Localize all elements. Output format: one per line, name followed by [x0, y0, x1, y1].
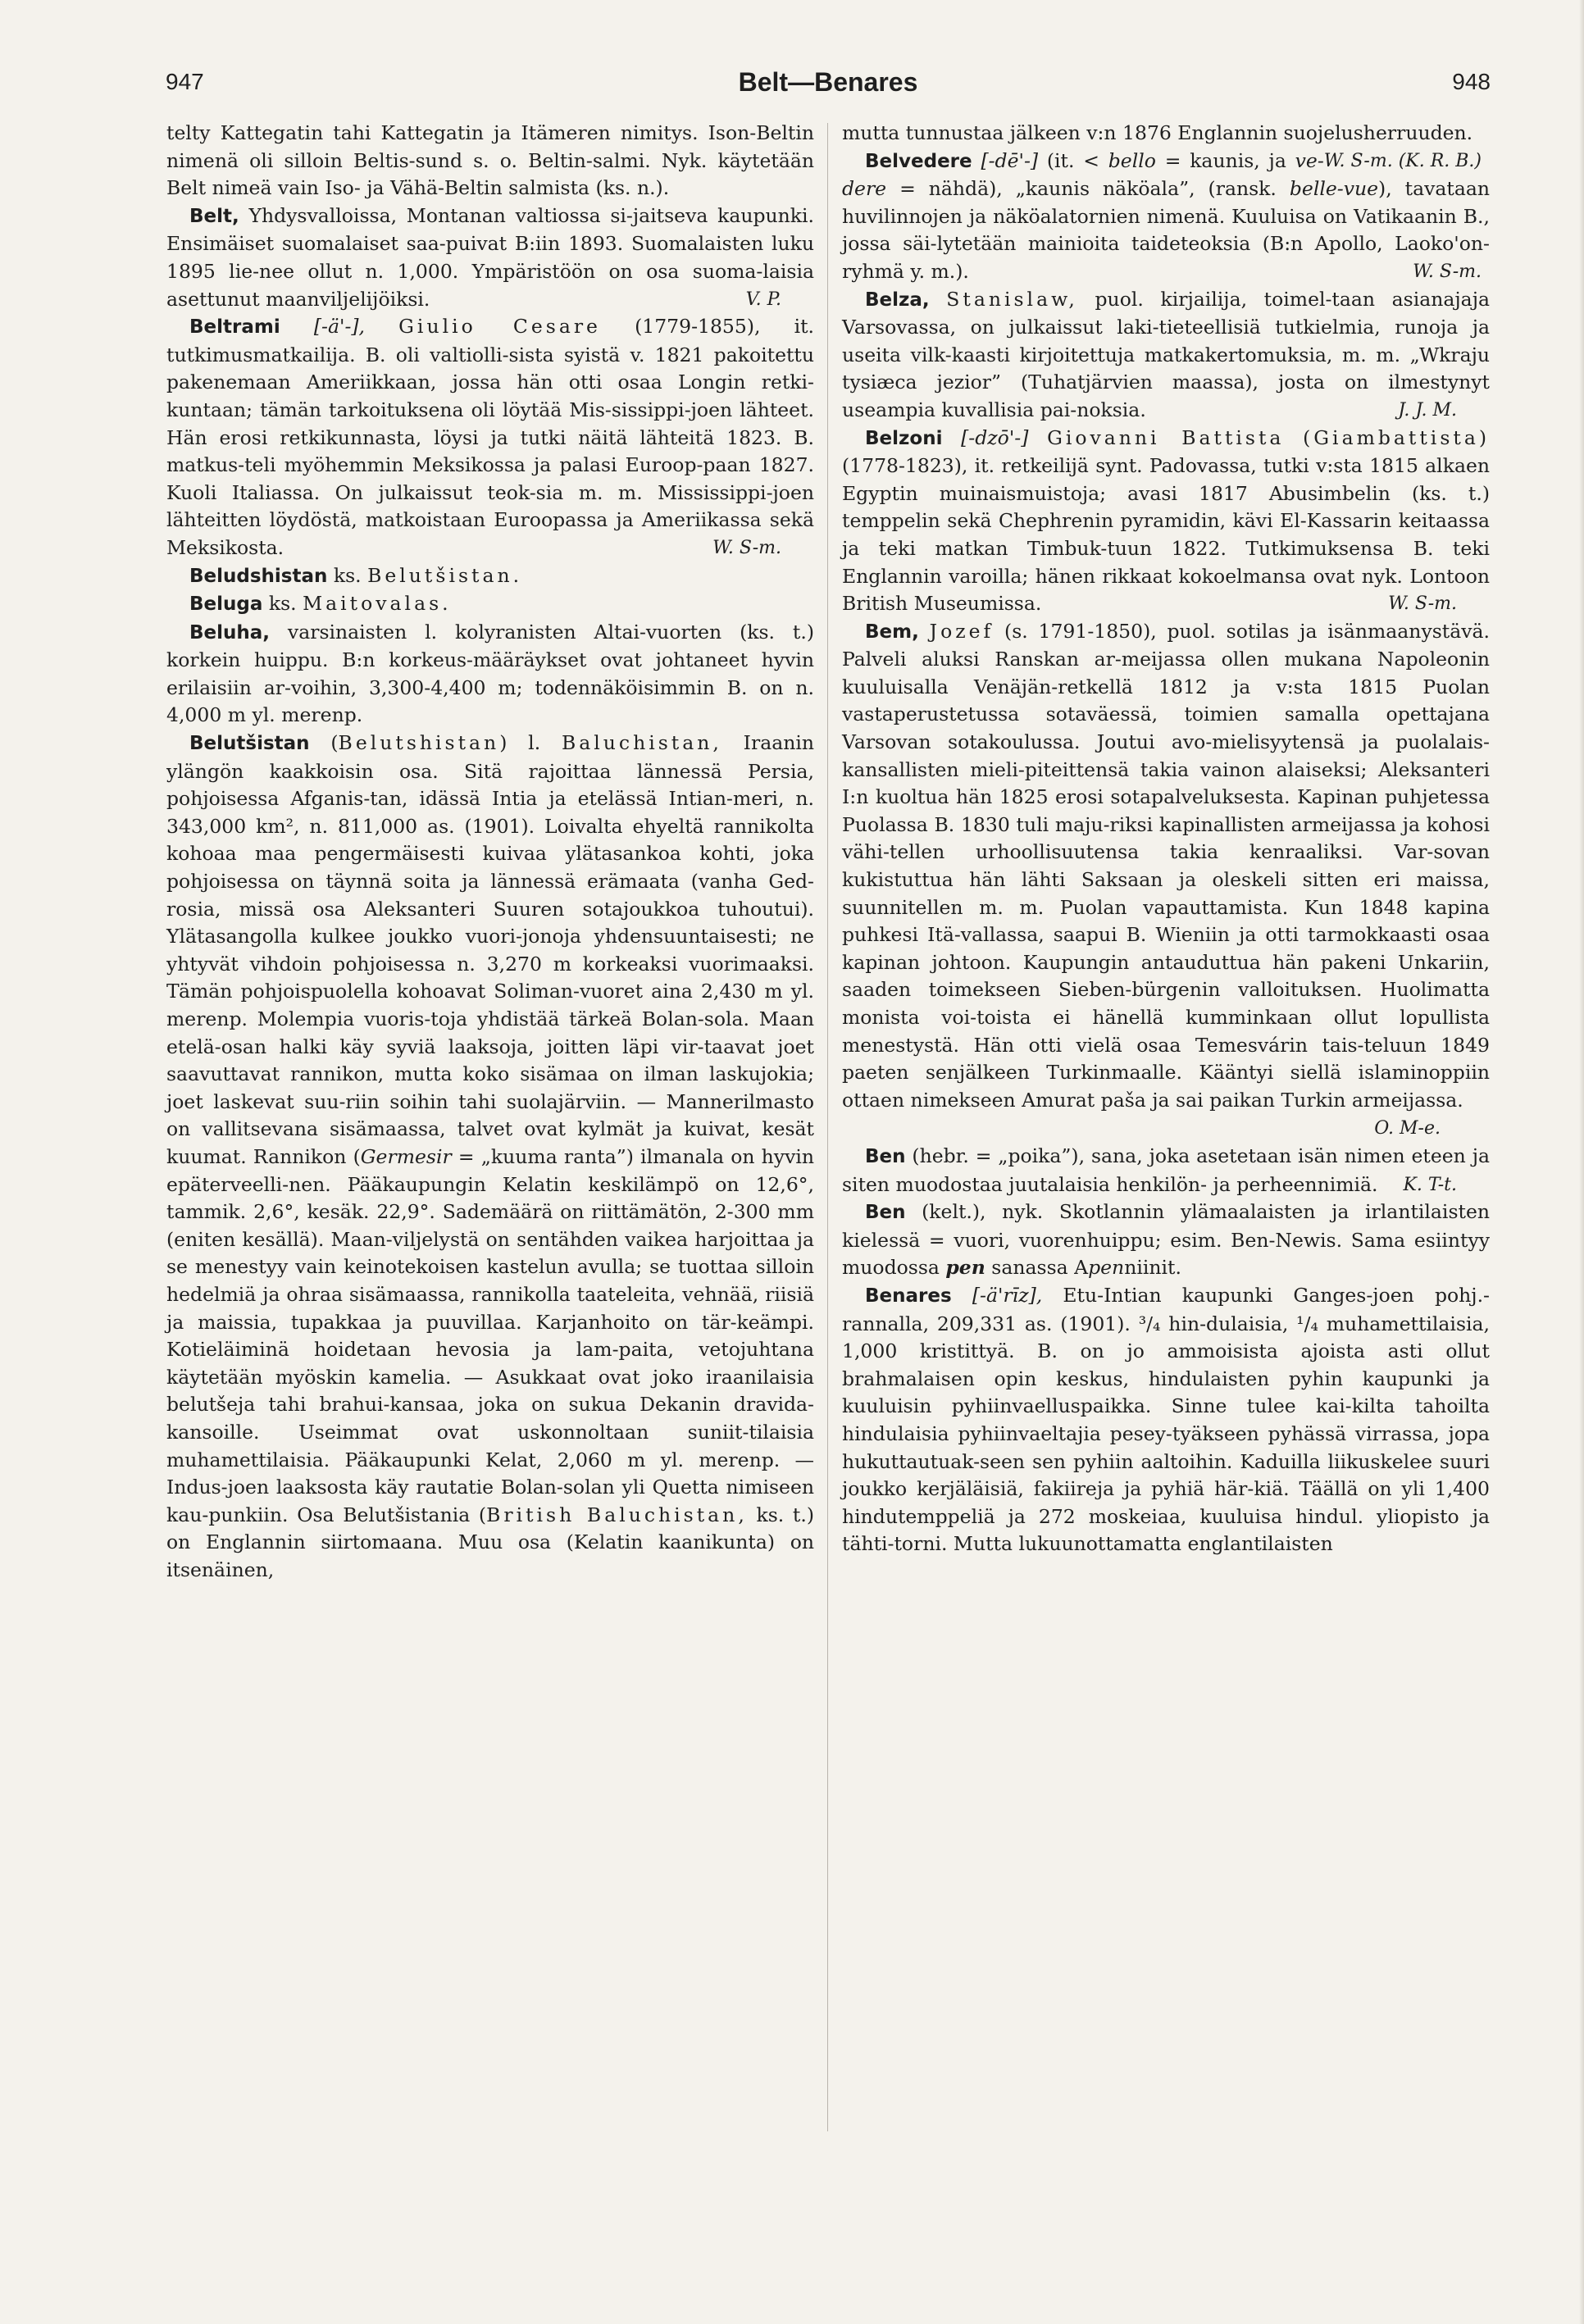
- signature-line: [842, 1114, 1490, 1143]
- entry-belza: Belza, Stanislaw, puol. kirjailija, toimel-taan asianajaja Varsovassa, on julkaissut laki-tieteellisiä tutkielmia, runoja ja useita vilk-kaasti kirjoitettuja matkakertomuksia, m. m. „Wkraju tysiæca jezior” (Tuhatjärvien maassa), josta on ilmestynyt useampia kuvallisia pai-noksia. J. J. M.: [842, 286, 1490, 425]
- headword: Bem,: [865, 621, 919, 643]
- headword: Belvedere: [865, 150, 972, 172]
- author-signature: J. J. M.: [1398, 399, 1457, 421]
- author-signature: W. S-m.: [1388, 594, 1457, 615]
- entry-bem: Bem, Jozef (s. 1791-1850), puol. sotilas ja isänmaanystävä. Palveli aluksi Ranskan ar-meijassa ollen mukana Napoleonin kuuluisalla Venäjän-retkellä 1812 ja v:sta 1815 Puolan vastaperustetussa sotaväessä, toimien samalla opettajana Varsovan sotakoulussa. Joutui avo-mielisyytensä ja puolalais-kansallisten mieli-piteittensä takia vainon alaiseksi; Aleksanteri I:n kuoltua hän 1825 erosi sotapalveluksesta. Kapinan puhjetessa Puolassa B. 1830 tuli maju-riksi kapinallisten armeijassa ja kohosi vähi-tellen urhoollisuutensa takia kenraaliksi. Var-sovan kukistuttua hän lähti Saksaan ja oleskeli sitten eri maissa, suunnitellen m. m. Puolan vapauttamista. Kun 1848 kapina puhkesi Itä-vallassa, saapui B. Wieniin ja otti tarmokkaasti osaa kapinan johtoon. Kaupungin antauduttua hän pakeni Unkariin, saaden toimekseen Sieben-bürgenin valloituksen. Huolimatta monista voi-toista ei hänellä kumminkaan ollut lopullista menestystä. Hän otti vielä osaa Temesvárin tais-teluun 1849 paeten senjälkeen Turkinmaalle. Kääntyi siellä islaminoppiin ottaen nimekseen Amurat paša ja sai paikan Turkin armeijassa.: [842, 619, 1490, 1112]
- left-column: [166, 120, 814, 1584]
- entry-beluha: Beluha, varsinaisten l. kolyranisten Altai-vuorten (ks. t.) korkein huippu. B:n korkeus-määräykset ovat johtaneet hyvin erilaisiin ar-voihin, 3,300-4,400 m; todennäköisimmin B. on n. 4,000 m yl. merenp.: [166, 620, 814, 727]
- author-signature: K. T-t.: [1403, 1174, 1457, 1195]
- entry-beltrami: Beltrami [-ä'-], Giulio Cesare (1779-1855), it. tutkimusmatkailija. B. oli valtiolli-sista syistä v. 1821 pakoitettu pakenemaan Ameriikkaan, jossa hän otti osaa Longin retki-kuntaan; tämän tarkoituksena oli löytää Mis-sissippi-joen lähteet. Hän erosi retkikunnasta, löysi ja tutki näitä lähteitä 1823. B. matkus-teli myöhemmin Meksikossa ja palasi Euroop-paan 1827. Kuoli Italiassa. On julkaissut teok-sia m. m. Mississippi-joen lähteitten löydöstä, matkoistaan Euroopassa ja Ameriikassa sekä Meksikosta. W. S-m.: [166, 313, 814, 562]
- column-divider: [827, 123, 828, 2131]
- headword: Benares: [865, 1285, 952, 1307]
- headword: Beluha,: [189, 621, 271, 644]
- running-title: Belt—Benares: [738, 67, 918, 97]
- entry-ben-hebrew: Ben (hebr. = „poika”), sana, joka asetetaan isän nimen eteen ja siten muodostaa juutalaisia henkilön- ja perheennimiä. K. T-t.: [842, 1143, 1490, 1198]
- entry-belzoni: Belzoni [-dzō'-] Giovanni Battista (Giambattista) (1778-1823), it. retkeilijä synt. Padovassa, tutki v:sta 1815 alkaen Egyptin muinaismuistoja; avasi 1817 Abusimbelin (ks. t.) temppelin sekä Chephrenin pyramidin, kävi El-Kassarin keitaassa ja teki matkan Timbuk-tuun 1822. Tutkimuksensa B. teki Englannin varoilla; hänen rikkaat kokoelmansa ovat nyk. Lontoon British Museumissa. W. S-m.: [842, 425, 1490, 618]
- headword: Belt,: [189, 205, 239, 227]
- headword: Ben: [865, 1145, 906, 1167]
- page-edge: [1579, 0, 1584, 2324]
- author-signature: O. M-e.: [1374, 1118, 1441, 1139]
- headword: Belutšistan: [189, 733, 310, 755]
- page-header: [166, 69, 1491, 102]
- headword: Ben: [865, 1202, 906, 1224]
- right-column: [842, 120, 1490, 1558]
- entry-belt: Belt, Yhdysvalloissa, Montanan valtiossa si-jaitseva kaupunki. Ensimäiset suomalaiset saa-puivat B:iin 1893. Suomalaisten luku 1895 lie-nee ollut n. 1,000. Ympäristöön on osa suoma-laisia asettunut maanviljelijöiksi. V. P.: [166, 202, 814, 313]
- entry-ben-celtic: Ben (kelt.), nyk. Skotlannin ylämaalaisten ja irlantilaisten kielessä = vuori, vuorenhuippu; esim. Ben-Newis. Sama esiintyy muodossa pen sanassa Apenniinit.: [842, 1200, 1490, 1280]
- page-number-left: 947: [166, 69, 204, 94]
- entry-belutsistan: Belutšistan (Belutshistan) l. Baluchistan, Iraanin ylängön kaakkoisin osa. Sitä rajoittaa lännessä Persia, pohjoisessa Afganis-tan, idässä Intia ja etelässä Intian-meri, n. 343,000 km², n. 811,000 as. (1901). Loivalta ehyeltä rannikolta kohoaa maa pengermäisesti kuivaa ylätasankoa kohti, joka pohjoisessa on täynnä soita ja lännessä erämaata (vanha Ged-rosia, missä osa Aleksanteri Suuren sotajoukkoa tuhoutui). Ylätasangolla kulkee joukko vuori-jonoja yhdensuuntaisesti; ne yhtyvät vihdoin pohjoisessa n. 3,270 m korkeaksi vuorimaaksi. Tämän pohjoispuolella kohoavat Soliman-vuoret aina 2,430 m yl. merenp. Molempia vuoris-toja yhdistää tärkeä Bolan-sola. Maan etelä-osan halki käy syviä laaksoja, joitten läpi vir-taavat joet saavuttavat rannikon, mutta koko sisämaa on ilman laskujokia; joet laskevat suu-riin soihin tahi suolajärviin. — Mannerilmasto on vallitsevana sisämaassa, talvet ovat kylmät ja kuivat, kesät kuumat. Rannikon (Germesir = „kuuma ranta”) ilmanala on hyvin epäterveelli-nen. Pääkaupungin Kelatin keskilämpö on 12,6°, tammik. 2,6°, kesäk. 22,9°. Sademäärä on riittämätön, 2-300 mm (eniten kesällä). Maan-viljelystä on sentähden vaikea harjoittaa ja se menestyy vain keinotekoisen kastelun avulla; se tuottaa silloin hedelmiä ja ohraa sisämaassa, rannikolla taateleita, vehnää, riisiä ja maissia, tupakkaa ja puuvillaa. Karjanhoito on tär-keämpi. Kotieläiminä hoidetaan hevosia ja lam-paita, vetojuhtana käytetään myöskin kamelia. — Asukkaat ovat joko iraanilaisia belutšeja tahi brahui-kansaa, joka on sukua Dekanin dravida-kansoille. Useimmat ovat uskonnoltaan suniit-tilaisia muhamettilaisia. Pääkaupunki Kelat, 2,060 m yl. merenp. — Indus-joen laaksosta käy rautatie Bolan-solan yli Quetta nimiseen kau-punkiin. Osa Belutšistania (British Baluchistan, ks. t.) on Englannin siirtomaana. Muu osa (Kelatin kaanikunta) on itsenäinen,: [166, 731, 815, 1581]
- headword: Beludshistan: [189, 565, 328, 587]
- headword: Belzoni: [865, 427, 943, 449]
- entry-benares: Benares [-ä'rīz], Etu-Intian kaupunki Ganges-joen pohj.-rannalla, 209,331 as. (1901). ³/₄ hin-dulaisia, ¹/₄ muhamettilaisia, 1,000 kristittyä. B. on jo ammoisista ajoista asti ollut brahmalaisen opin keskus, hindulaisten pyhin kaupunki ja kuuluisin pyhiinvaelluspaikka. Sinne tulee kai-kilta tahoilta hindulaisia pyhiinvaeltajia pesey-tyäkseen pyhässä virrassa, jopa hukuttautuak-seen sen pyhiin aaltoihin. Kaduilla liikuskelee suuri joukko kerjäläisiä, fakiireja ja pyhiä här-kiä. Täällä on yli 1,400 hindutemppeliä ja 272 moskeiaa, kuuluisa hindul. yliopisto ja tähti-torni. Mutta lukuunottamatta englantilaisten: [842, 1283, 1490, 1556]
- author-signature: V. P.: [745, 289, 781, 310]
- headword: Beltrami: [189, 316, 280, 339]
- author-signature: W. S-m.: [712, 537, 781, 558]
- author-signature: W. S-m.: [1413, 261, 1482, 282]
- entry-beludshistan: Beludshistan ks. Belutšistan.: [189, 563, 523, 587]
- entry-belvedere: Belvedere [-dē'-] (it. < bello = kaunis, ja ve-dere = nähdä), „kaunis näköala”, (ransk. belle-vue), tavataan huvilinnojen ja näköalatornien nimenä. Kuuluisa on Vatikaanin B., jossa säi-lytetään mainioita taideteoksia (B:n Apollo, Laoko'on-ryhmä y. m.). W. S-m.: [842, 148, 1490, 286]
- page-number-right: 948: [1452, 69, 1491, 94]
- entry-beluga: Beluga ks. Maitovalas.: [189, 592, 452, 616]
- entry-continuation: mutta tunnustaa jälkeen v:n 1876 Englannin suojelusherruuden. W. S-m. (K. R. B.): [842, 120, 1490, 148]
- headword: Beluga: [189, 594, 263, 616]
- author-signature: W. S-m. (K. R. B.): [1323, 150, 1482, 171]
- headword: Belza,: [865, 289, 930, 311]
- entry-continuation: telty Kattegatin tahi Kattegatin ja Itämeren nimitys. Ison-Beltin nimenä oli silloin Beltis-sund s. o. Beltin-salmi. Nyk. käytetään Belt nimeä vain Iso- ja Vähä-Beltin salmista (ks. n.).: [166, 121, 814, 200]
